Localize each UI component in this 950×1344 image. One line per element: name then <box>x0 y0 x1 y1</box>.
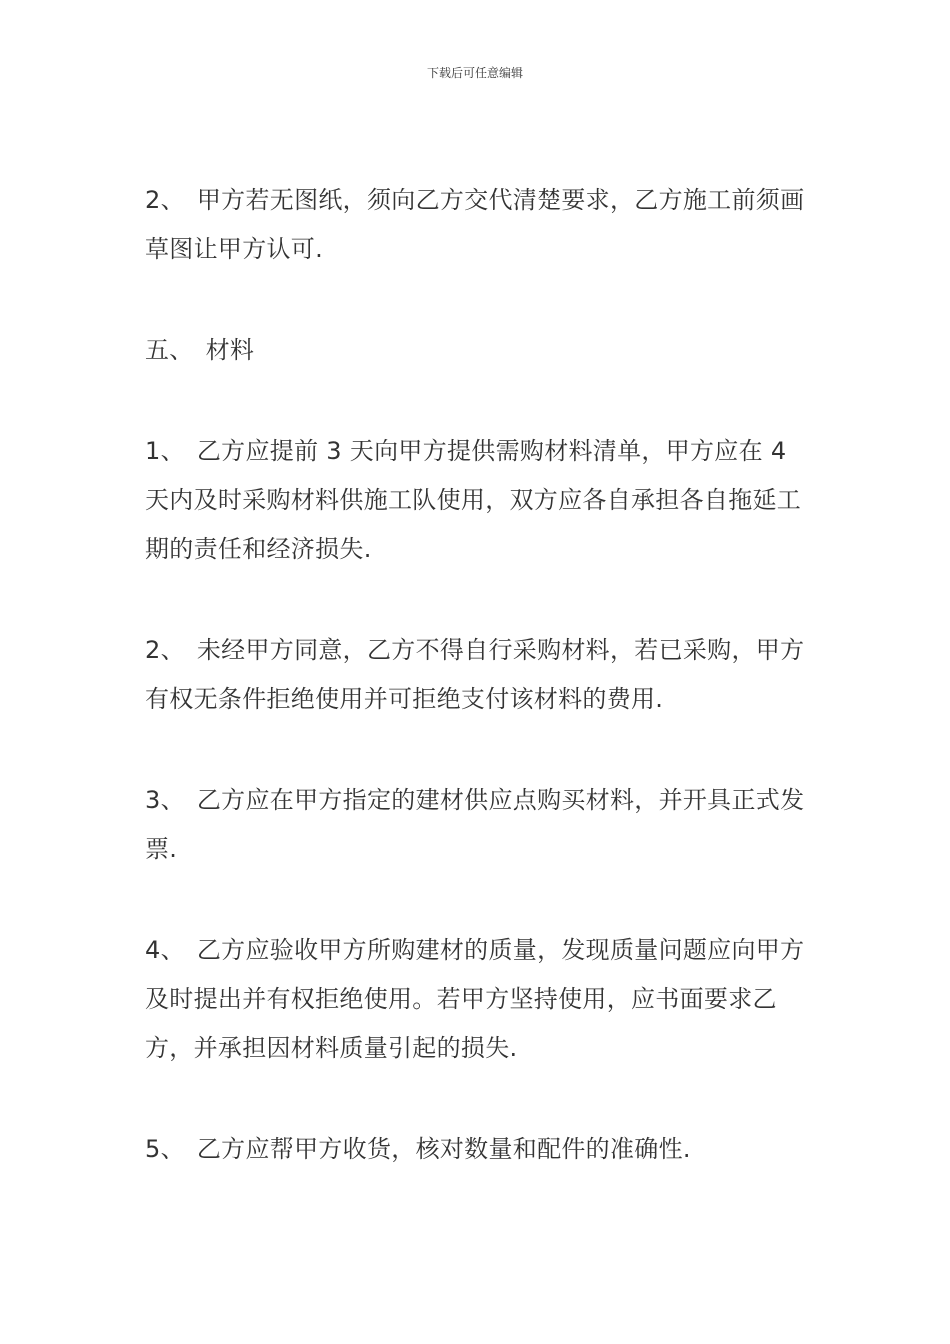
clause-text: 甲方若无图纸，须向乙方交代清楚要求，乙方施工前须画草图让甲方认可. <box>145 186 805 263</box>
section-heading <box>145 326 815 375</box>
page-header: 下载后可任意编辑 <box>426 66 523 80</box>
clause-text: 未经甲方同意，乙方不得自行采购材料，若已采购，甲方有权无条件拒绝使用并可拒绝支付该材料的费用. <box>145 636 805 713</box>
section-number: 五、 <box>145 336 194 364</box>
document-body <box>145 176 815 1226</box>
clause-paragraph <box>145 626 815 724</box>
clause-number: 2、 <box>145 636 185 664</box>
clause-text: 乙方应提前 3 天向甲方提供需购材料清单，甲方应在 4 天内及时采购材料供施工队使用，双方应各自承担各自拖延工期的责任和经济损失. <box>145 437 802 563</box>
clause-paragraph <box>145 926 815 1073</box>
clause-number: 2、 <box>145 186 185 214</box>
clause-text: 乙方应帮甲方收货，核对数量和配件的准确性. <box>196 1135 691 1163</box>
clause-number: 1、 <box>145 437 185 465</box>
clause-text: 乙方应在甲方指定的建材供应点购买材料，并开具正式发票. <box>145 786 805 863</box>
clause-text: 乙方应验收甲方所购建材的质量，发现质量问题应向甲方及时提出并有权拒绝使用。若甲方坚持使用，应书面要求乙方，并承担因材料质量引起的损失. <box>145 936 805 1062</box>
clause-paragraph <box>145 776 815 874</box>
clause-number: 4、 <box>145 936 185 964</box>
clause-paragraph <box>145 1125 815 1174</box>
section-title: 材料 <box>205 336 255 364</box>
clause-paragraph <box>145 427 815 574</box>
clause-number: 5、 <box>145 1135 185 1163</box>
clause-number: 3、 <box>145 786 185 814</box>
clause-paragraph <box>145 176 815 274</box>
